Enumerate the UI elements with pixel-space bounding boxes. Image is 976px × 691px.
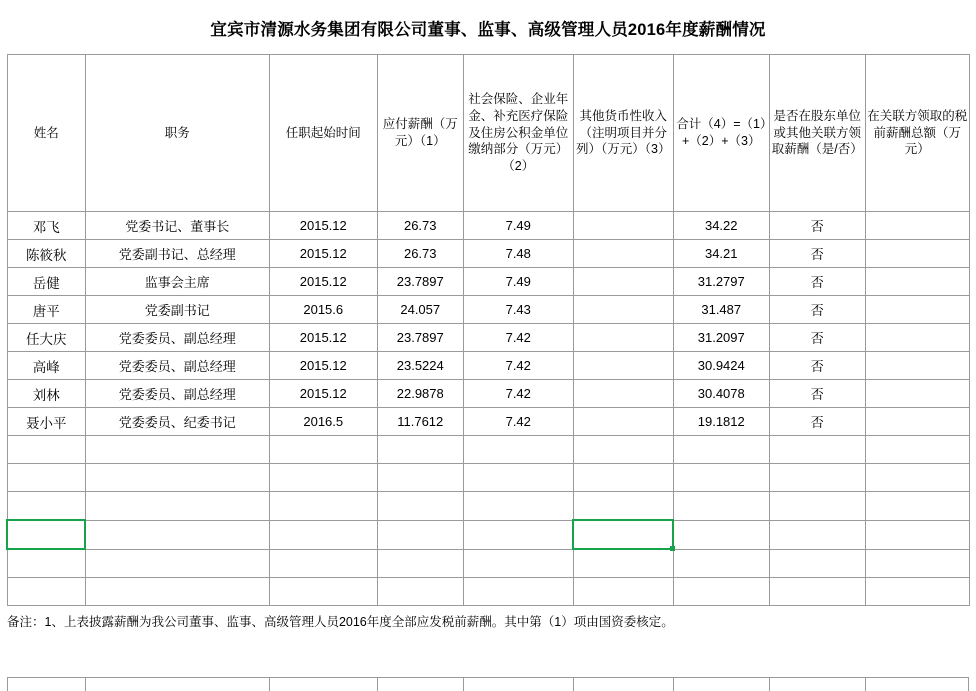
footnote — [5, 606, 971, 634]
cell-other-income[interactable] — [573, 408, 673, 436]
cell-empty[interactable] — [769, 436, 865, 464]
cell-empty[interactable] — [377, 520, 463, 549]
cell-empty[interactable] — [85, 520, 269, 549]
cell-insurance[interactable]: 7.48 — [463, 240, 573, 268]
cell-empty[interactable] — [865, 520, 969, 549]
bottom-cell — [866, 678, 968, 691]
cell-total[interactable]: 31.487 — [673, 296, 769, 324]
cell-payable-salary[interactable]: 23.7897 — [377, 324, 463, 352]
cell-position[interactable]: 党委委员、副总经理 — [85, 380, 269, 408]
cell-empty[interactable] — [673, 549, 769, 578]
cell-empty[interactable] — [269, 578, 377, 606]
bottom-cell — [674, 678, 770, 691]
table-row-empty[interactable] — [7, 464, 969, 492]
cell-empty[interactable] — [463, 549, 573, 578]
cell-empty[interactable] — [269, 492, 377, 521]
cell-total[interactable]: 31.2797 — [673, 268, 769, 296]
cell-empty[interactable] — [269, 436, 377, 464]
bottom-cell — [574, 678, 674, 691]
cell-empty[interactable] — [269, 549, 377, 578]
cell-empty[interactable] — [85, 549, 269, 578]
cell-empty[interactable] — [7, 549, 85, 578]
cell-other-income[interactable] — [573, 380, 673, 408]
cell-empty[interactable] — [7, 578, 85, 606]
table-row[interactable] — [7, 324, 969, 352]
cell-total[interactable]: 34.21 — [673, 240, 769, 268]
table-bottom-row — [7, 677, 969, 691]
cell-empty[interactable] — [85, 492, 269, 521]
table-row-selected[interactable] — [7, 520, 969, 549]
cell-empty[interactable] — [7, 436, 85, 464]
cell-related-party[interactable]: 否 — [769, 212, 865, 240]
cell-start-date[interactable]: 2015.12 — [269, 268, 377, 296]
cell-empty[interactable] — [673, 492, 769, 521]
cell-empty[interactable] — [769, 549, 865, 578]
cell-empty[interactable] — [573, 578, 673, 606]
cell-payable-salary[interactable]: 11.7612 — [377, 408, 463, 436]
table-row[interactable] — [7, 380, 969, 408]
cell-empty[interactable] — [269, 464, 377, 492]
table-row[interactable] — [7, 352, 969, 380]
cell-other-income[interactable] — [573, 352, 673, 380]
cell-name[interactable]: 陈筱秋 — [7, 240, 85, 268]
column-header-other-monetary-income: 其他货币性收入（注明项目并分列）（万元）（3） — [573, 55, 673, 212]
cell-related-party[interactable]: 否 — [769, 268, 865, 296]
cell-related-party[interactable]: 否 — [769, 296, 865, 324]
cell-empty[interactable] — [463, 464, 573, 492]
cell-empty[interactable] — [7, 464, 85, 492]
cell-related-party[interactable]: 否 — [769, 380, 865, 408]
cell-related-party[interactable]: 否 — [769, 408, 865, 436]
cell-empty[interactable] — [377, 436, 463, 464]
cell-position[interactable]: 党委委员、副总经理 — [85, 352, 269, 380]
cell-name[interactable]: 邓飞 — [7, 212, 85, 240]
cell-position[interactable]: 监事会主席 — [85, 268, 269, 296]
compensation-table — [6, 54, 970, 606]
cell-empty[interactable] — [865, 578, 969, 606]
cell-empty[interactable] — [573, 464, 673, 492]
bottom-cell — [86, 678, 270, 691]
cell-payable-salary[interactable]: 26.73 — [377, 240, 463, 268]
cell-insurance[interactable]: 7.49 — [463, 212, 573, 240]
cell-empty[interactable] — [573, 549, 673, 578]
table-row[interactable] — [7, 240, 969, 268]
cell-other-income[interactable] — [573, 240, 673, 268]
cell-empty[interactable] — [865, 492, 969, 521]
cell-other-income[interactable] — [573, 268, 673, 296]
cell-related-amount[interactable] — [865, 352, 969, 380]
bottom-cell — [378, 678, 464, 691]
cell-payable-salary[interactable]: 23.5224 — [377, 352, 463, 380]
table-header-row — [7, 55, 969, 212]
cell-total[interactable]: 19.1812 — [673, 408, 769, 436]
bottom-cell — [8, 678, 86, 691]
column-header-insurance-contributions: 社会保险、企业年金、补充医疗保险及住房公积金单位缴纳部分（万元）（2） — [463, 55, 573, 212]
cell-empty[interactable] — [865, 464, 969, 492]
cell-selected-other-income[interactable] — [573, 520, 673, 549]
cell-payable-salary[interactable]: 22.9878 — [377, 380, 463, 408]
cell-empty[interactable] — [463, 492, 573, 521]
cell-position[interactable]: 党委副书记、总经理 — [85, 240, 269, 268]
column-header-related-party-paid: 是否在股东单位或其他关联方领取薪酬（是/否） — [769, 55, 865, 212]
cell-insurance[interactable]: 7.42 — [463, 380, 573, 408]
cell-empty[interactable] — [377, 549, 463, 578]
column-header-start-date: 任职起始时间 — [269, 55, 377, 212]
table-row[interactable] — [7, 296, 969, 324]
cell-name[interactable]: 任大庆 — [7, 324, 85, 352]
bottom-cell — [464, 678, 574, 691]
cell-name[interactable]: 刘林 — [7, 380, 85, 408]
cell-empty[interactable] — [769, 578, 865, 606]
cell-position[interactable]: 党委委员、纪委书记 — [85, 408, 269, 436]
cell-payable-salary[interactable]: 26.73 — [377, 212, 463, 240]
cell-insurance[interactable]: 7.42 — [463, 324, 573, 352]
table-row-empty[interactable] — [7, 549, 969, 578]
table-row[interactable] — [7, 212, 969, 240]
cell-total[interactable]: 30.9424 — [673, 352, 769, 380]
cell-empty[interactable] — [673, 578, 769, 606]
cell-payable-salary[interactable]: 23.7897 — [377, 268, 463, 296]
cell-total[interactable]: 34.22 — [673, 212, 769, 240]
cell-insurance[interactable]: 7.43 — [463, 296, 573, 324]
table-row-empty[interactable] — [7, 492, 969, 521]
column-header-related-party-amount: 在关联方领取的税前薪酬总额（万元） — [865, 55, 969, 212]
cell-start-date[interactable]: 2016.5 — [269, 408, 377, 436]
cell-empty[interactable] — [463, 436, 573, 464]
cell-name[interactable]: 岳健 — [7, 268, 85, 296]
cell-start-date[interactable]: 2015.6 — [269, 296, 377, 324]
cell-insurance[interactable]: 7.42 — [463, 352, 573, 380]
column-header-name: 姓名 — [7, 55, 85, 212]
cell-insurance[interactable]: 7.49 — [463, 268, 573, 296]
cell-position[interactable]: 党委副书记 — [85, 296, 269, 324]
cell-empty[interactable] — [865, 549, 969, 578]
cell-other-income[interactable] — [573, 212, 673, 240]
cell-empty[interactable] — [269, 520, 377, 549]
cell-empty[interactable] — [573, 492, 673, 521]
table-row-empty[interactable] — [7, 578, 969, 606]
cell-related-amount[interactable] — [865, 240, 969, 268]
cell-related-amount[interactable] — [865, 268, 969, 296]
cell-position[interactable]: 党委委员、副总经理 — [85, 324, 269, 352]
cell-related-party[interactable]: 否 — [769, 240, 865, 268]
cell-empty[interactable] — [85, 464, 269, 492]
cell-start-date[interactable]: 2015.12 — [269, 212, 377, 240]
cell-empty[interactable] — [463, 520, 573, 549]
column-header-total: 合计（4）=（1）+（2）+（3） — [673, 55, 769, 212]
footnote-line-1: 备注：1、上表披露薪酬为我公司董事、监事、高级管理人员2016年度全部应发税前薪酬。其中第（1）项由国资委核定。 — [7, 615, 674, 629]
table-row[interactable] — [7, 268, 969, 296]
cell-empty[interactable] — [865, 436, 969, 464]
column-header-position: 职务 — [85, 55, 269, 212]
cell-empty[interactable] — [673, 520, 769, 549]
cell-empty[interactable] — [673, 436, 769, 464]
cell-start-date[interactable]: 2015.12 — [269, 380, 377, 408]
cell-empty[interactable] — [7, 492, 85, 521]
page-title: 宜宾市清源水务集团有限公司董事、监事、高级管理人员2016年度薪酬情况 — [210, 21, 766, 39]
cell-total[interactable]: 30.4078 — [673, 380, 769, 408]
cell-other-income[interactable] — [573, 296, 673, 324]
cell-empty[interactable] — [377, 492, 463, 521]
cell-total[interactable]: 31.2097 — [673, 324, 769, 352]
table-row[interactable] — [7, 408, 969, 436]
bottom-cell — [770, 678, 866, 691]
cell-insurance[interactable]: 7.42 — [463, 408, 573, 436]
cell-empty[interactable] — [573, 436, 673, 464]
cell-name[interactable]: 唐平 — [7, 296, 85, 324]
table-row-empty[interactable] — [7, 436, 969, 464]
cell-start-date[interactable]: 2015.12 — [269, 352, 377, 380]
cell-empty[interactable] — [769, 464, 865, 492]
cell-related-amount[interactable] — [865, 408, 969, 436]
cell-name[interactable]: 聂小平 — [7, 408, 85, 436]
cell-empty[interactable] — [85, 436, 269, 464]
cell-empty[interactable] — [377, 464, 463, 492]
bottom-cell — [270, 678, 378, 691]
cell-selected-name[interactable] — [7, 520, 85, 549]
cell-empty[interactable] — [463, 578, 573, 606]
column-header-payable-salary: 应付薪酬（万元）（1） — [377, 55, 463, 212]
cell-start-date[interactable]: 2015.12 — [269, 324, 377, 352]
cell-empty[interactable] — [769, 492, 865, 521]
cell-empty[interactable] — [769, 520, 865, 549]
cell-related-amount[interactable] — [865, 324, 969, 352]
cell-payable-salary[interactable]: 24.057 — [377, 296, 463, 324]
cell-empty[interactable] — [85, 578, 269, 606]
cell-empty[interactable] — [377, 578, 463, 606]
cell-other-income[interactable] — [573, 324, 673, 352]
cell-related-party[interactable]: 否 — [769, 324, 865, 352]
cell-related-amount[interactable] — [865, 380, 969, 408]
cell-related-party[interactable]: 否 — [769, 352, 865, 380]
cell-related-amount[interactable] — [865, 296, 969, 324]
cell-name[interactable]: 高峰 — [7, 352, 85, 380]
cell-empty[interactable] — [673, 464, 769, 492]
cell-related-amount[interactable] — [865, 212, 969, 240]
cell-start-date[interactable]: 2015.12 — [269, 240, 377, 268]
cell-position[interactable]: 党委书记、董事长 — [85, 212, 269, 240]
